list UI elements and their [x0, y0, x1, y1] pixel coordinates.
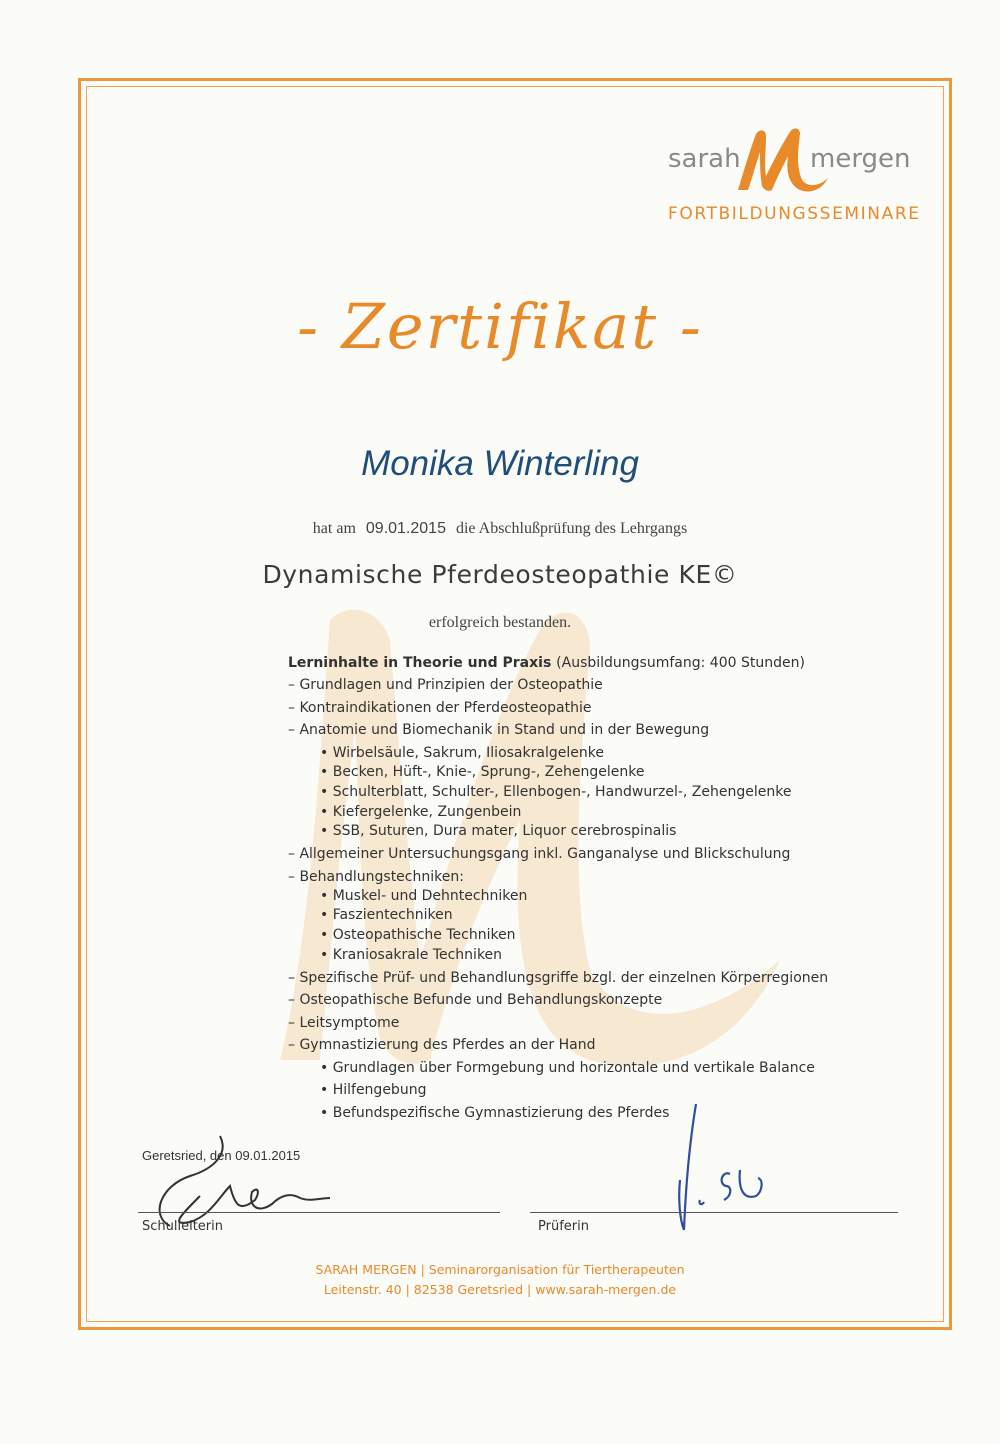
- sub-list-item: • Kraniosakrale Techniken: [320, 946, 503, 963]
- course-title: Dynamische Pferdeosteopathie KE©: [262, 560, 738, 589]
- list-item: – Anatomie und Biomechanik in Stand und in der Bewegung: [288, 722, 710, 738]
- list-item: – Gymnastizierung des Pferdes an der Hand: [288, 1037, 596, 1054]
- list-item: – Kontraindikationen der Pferdeosteopathie: [288, 699, 592, 716]
- passed-statement: erfolgreich bestanden.: [428, 614, 572, 631]
- list-item: – Osteopathische Befunde und Behandlungskonzepte: [288, 992, 663, 1009]
- sub-list-item: • Kiefergelenke, Zungenbein: [320, 803, 522, 820]
- exam-date: 09.01.2015: [365, 520, 446, 537]
- signature-line-right: [530, 1212, 898, 1213]
- sub-list-item: • Schulterblatt, Schulter-, Ellenbogen-, Handwurzel-, Zehengelenke: [320, 783, 792, 800]
- exam-suffix: die Abschlußprüfung des Lehrgangs: [455, 520, 688, 537]
- list-item: – Leitsymptome: [288, 1014, 400, 1031]
- exam-prefix: hat am: [312, 520, 356, 537]
- curriculum-heading: [288, 653, 888, 675]
- signature-label-left: Schulleiterin: [142, 1219, 224, 1234]
- list-item: – Spezifische Prüf- und Behandlungsgriffe bzgl. der einzelnen Körperregionen: [288, 969, 829, 986]
- sub-list-item: • Faszientechniken: [320, 907, 453, 924]
- place-date: Geretsried, den 09.01.2015: [142, 1148, 301, 1163]
- sub-list-item: • Befundspezifische Gymnastizierung des Pferdes: [320, 1104, 670, 1121]
- exam-statement: [0, 520, 1000, 538]
- logo-word-right: mergen: [810, 144, 911, 174]
- sub-list-item: • Becken, Hüft-, Knie-, Sprung-, Zehengelenke: [320, 764, 645, 781]
- list-item: – Grundlagen und Prinzipien der Osteopathie: [288, 677, 603, 693]
- signature-label-right: Prüferin: [538, 1219, 589, 1234]
- sub-list-item: • Hilfengebung: [320, 1082, 427, 1099]
- list-item: – Behandlungstechniken:: [288, 868, 464, 885]
- curriculum-heading-text: Lerninhalte in Theorie und Praxis: [288, 655, 552, 671]
- certificate-title: - Zertifikat -: [297, 290, 703, 363]
- curriculum-heading-note: (Ausbildungsumfang: 400 Stunden): [556, 655, 805, 671]
- footer-line-2: Leitenstr. 40 | 82538 Geretsried | www.sarah-mergen.de: [323, 1282, 677, 1297]
- logo-subtitle: FORTBILDUNGSSEMINARE: [668, 204, 921, 224]
- curriculum: [288, 653, 888, 1125]
- sub-list-item: • Osteopathische Techniken: [320, 927, 516, 944]
- sub-list-item: • Muskel- und Dehntechniken: [320, 887, 528, 904]
- recipient-name: Monika Winterling: [361, 444, 639, 483]
- list-item: – Allgemeiner Untersuchungsgang inkl. Ganganalyse und Blickschulung: [288, 846, 791, 863]
- signature-right-icon: [660, 1100, 780, 1240]
- sub-list-item: • Wirbelsäule, Sakrum, Iliosakralgelenke: [320, 744, 604, 761]
- footer-line-1: SARAH MERGEN | Seminarorganisation für Tiertherapeuten: [315, 1262, 685, 1277]
- sub-list-item: • Grundlagen über Formgebung und horizontale und vertikale Balance: [320, 1059, 815, 1076]
- logo-word-left: sarah: [668, 144, 741, 174]
- sub-list-item: • SSB, Suturen, Dura mater, Liquor cerebrospinalis: [320, 823, 677, 840]
- signature-line-left: [138, 1212, 500, 1213]
- brand-logo: [660, 124, 921, 234]
